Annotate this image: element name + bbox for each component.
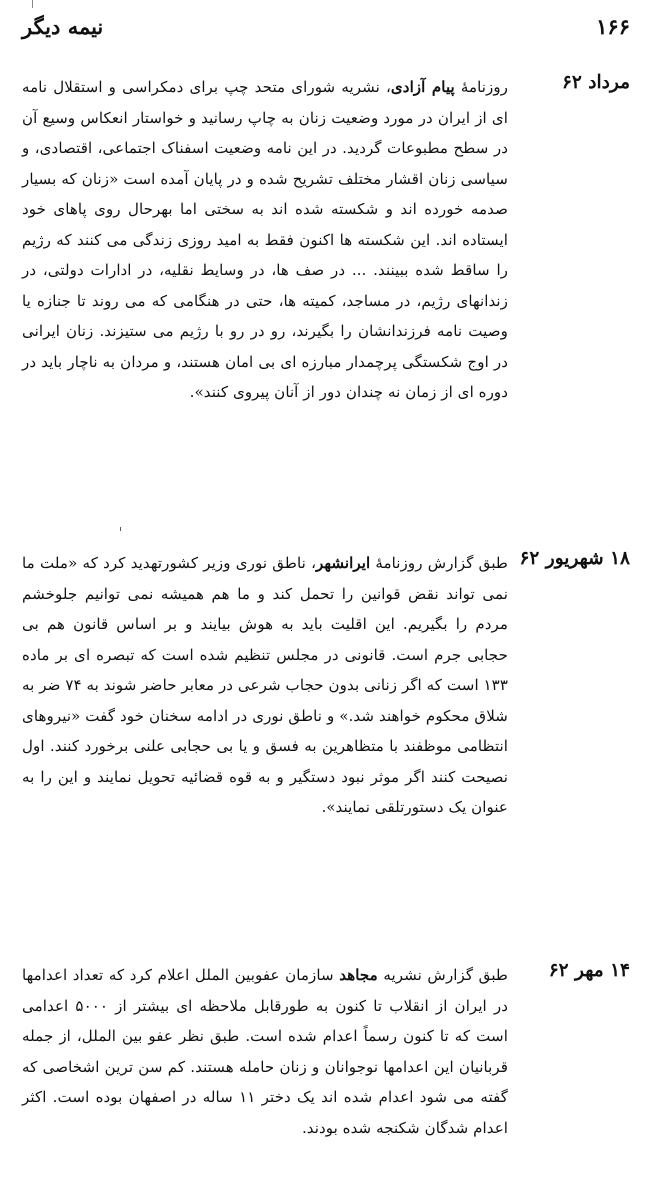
running-title: نیمه دیگر bbox=[22, 14, 104, 39]
entry-text-rest: ، ناطق نوری وزیر کشورتهدید کرد که «ملت ما نمی تواند نقض قوانین را تحمل کند و ما هم همیشه نمی توانیم جلوخشم مردم را بگیریم. این اقلیت باید به هوش بیایند و بر اساس قانون هم بی حجابی جرم است. قانونی در مجلس تنظیم شده است که تبصره ای بر ماده ۱۳۳ است که اگر زنانی بدون حجاب شرعی در معابر حاضر شوند به ۷۴ ضر به شلاق محکوم خواهند شد.» و ناطق نوری در ادامه سخنان خود گفت «نیروهای انتظامی موظفند با متظاهرین به فسق و یا بی حجابی علنی برخورد کنند. اول نصیحت کنند اگر موثر نبود دستگیر و به قوه قضائیه تحویل نمایند و این را به عنوان یک دستورتلقی نمایند». bbox=[22, 554, 508, 816]
entry-14-mehr-62 bbox=[22, 960, 630, 1143]
entry-body bbox=[22, 72, 508, 408]
entry-text-rest: ، نشریه شورای متحد چپ برای دمکراسی و استقلال نامه ای از ایران در مورد وضعیت زنان به چاپ رسانید و خواستار انعکاس وسیع آن در سطح مطبوعات گردید. در این نامه وضعیت اسفناک اجتماعی، اقتصادی، و سیاسی زنان اقشار مختلف تشریح شده و در پایان آمده است «زنان که بسیار صدمه خورده اند و شکسته شده اند به سختی اما بهرحال روی پاهای خود ایستاده اند. این شکسته ها اکنون فقط به امید روزی زندگی می کنند که رژیم را ساقط شده ببینند. ... در صف ها، در وسایط نقلیه، در ادارات دولتی، در زندانهای رژیم، در مساجد، کمیته ها، حتی در هنگامی که می روند تا جنازه یا وصیت نامه فرزندانشان را بگیرند، رو در رو با رژیم می ستیزند. زنان ایرانی در اوج شکستگی پرچمدار مبارزه ای بی امان هستند، و مردان به ناچار باید در دوره ای از زمان نه چندان دور از آنان پیروی کنند». bbox=[22, 78, 508, 401]
entry-text-lead: طبق گزارش نشریه bbox=[383, 966, 508, 984]
entry-date: ۱۸ شهریور ۶۲ bbox=[519, 548, 630, 569]
publication-name: پیام آزادی bbox=[390, 78, 455, 96]
page-number: ۱۶۶ bbox=[596, 14, 630, 39]
print-mark bbox=[120, 527, 121, 531]
publication-name: ایرانشهر bbox=[315, 554, 371, 572]
entry-date: مرداد ۶۲ bbox=[561, 72, 630, 93]
entry-text-rest: سازمان عفوبین الملل اعلام کرد که تعداد اعدامها در ایران از انقلاب تا کنون به طورقابل ملاحظه ای بیشتر از ۵۰۰۰ اعدامی است که تا کنون رسماً اعدام شده است. طبق نظر عفو بین الملل، از جمله قربانیان این اعدامها نوجوانان و زنان حامله هستند. کم سن ترین اشخاصی که گفته می شود اعدام شده اند یک دختر ۱۱ ساله در اصفهان بوده است. اکثر اعدام شدگان شکنجه شده بودند. bbox=[22, 966, 508, 1137]
entry-18-shahrivar-62 bbox=[22, 548, 630, 823]
entry-body bbox=[22, 548, 508, 823]
entry-text-lead: طبق گزارش روزنامهٔ bbox=[375, 554, 508, 572]
entry-body bbox=[22, 960, 508, 1143]
page-header bbox=[22, 14, 630, 50]
publication-name: مجاهد bbox=[339, 966, 378, 984]
margin-mark bbox=[32, 0, 33, 8]
entry-date: ۱۴ مهر ۶۲ bbox=[548, 960, 630, 981]
entry-mordad-62 bbox=[22, 72, 630, 408]
entry-text-lead: روزنامهٔ bbox=[460, 78, 508, 96]
